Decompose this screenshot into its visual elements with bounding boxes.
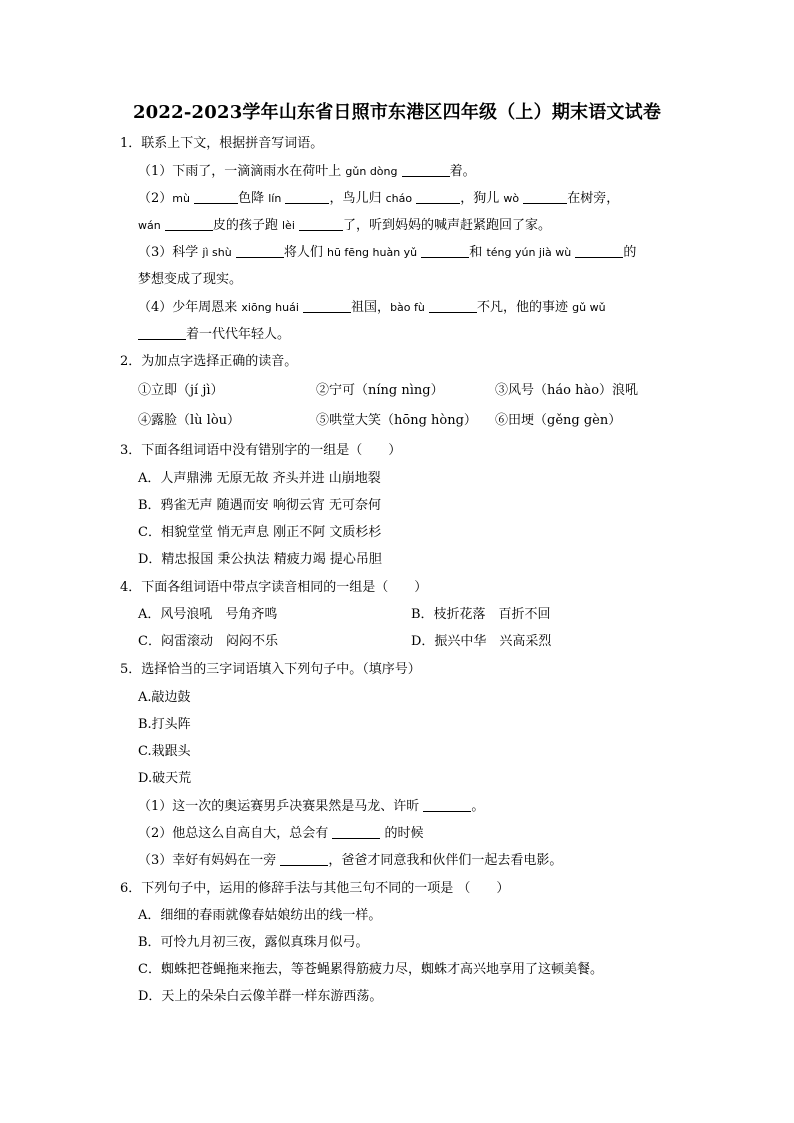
answer-blank[interactable] (236, 244, 284, 258)
q3-option-a: A．人声鼎沸 无原无故 齐头并进 山崩地裂 (138, 471, 381, 486)
pinyin: bào fù (390, 301, 425, 314)
answer-blank[interactable] (138, 326, 186, 340)
pinyin: cháo (385, 192, 413, 205)
text: 不凡，他的事迹 (477, 300, 573, 315)
answer-blank[interactable] (280, 852, 328, 866)
q2-item-4: ④露脸（lù lòu） (138, 413, 241, 428)
text: （2） (138, 191, 173, 206)
answer-blank[interactable] (575, 244, 623, 258)
answer-blank[interactable] (303, 299, 351, 313)
text: （1）这一次的奥运赛男乒决赛果然是马龙、许昕 (138, 799, 424, 814)
q3-stem: 3．下面各组词语中没有错别字的一组是（ ） (120, 443, 402, 458)
text: 在树旁， (567, 191, 620, 206)
pinyin: wán (138, 219, 161, 232)
q2-item-3: ③风号（háo hào）浪吼 (495, 383, 639, 398)
text: 的 (623, 245, 637, 260)
q2-stem: 2．为加点字选择正确的读音。 (120, 354, 298, 369)
text: 祖国， (351, 300, 391, 315)
q2-item-1: ①立即（jí jì） (138, 383, 224, 398)
q2-item-2: ②宁可（níng nìng） (316, 383, 444, 398)
answer-blank[interactable] (523, 190, 567, 204)
q4-stem: 4．下面各组词语中带点字读音相同的一组是（ ） (120, 580, 428, 595)
q3-option-c: C．相貌堂堂 悄无声息 刚正不阿 文质杉杉 (138, 525, 382, 540)
answer-blank[interactable] (285, 190, 329, 204)
text: 。 (471, 799, 485, 814)
text: 和 (469, 245, 487, 260)
q1-part3-line1 (138, 244, 636, 262)
q5-stem: 5．选择恰当的三字词语填入下列句子中。（填序号） (120, 662, 421, 677)
pinyin: wò (503, 192, 520, 205)
q6-option-a: A．细细的春雨就像春姑娘纺出的线一样。 (138, 908, 382, 923)
answer-blank[interactable] (402, 163, 450, 177)
answer-blank[interactable] (299, 217, 343, 231)
pinyin: xiōng huái (241, 301, 299, 314)
q5-choice-b: B.打头阵 (138, 717, 191, 732)
q6-option-d: D．天上的朵朵白云像羊群一样东游西荡。 (138, 989, 383, 1004)
pinyin: téng yún jià wù (486, 246, 572, 259)
q1-part2-line1 (138, 190, 619, 208)
q3-option-d: D．精忠报国 秉公执法 精疲力竭 提心吊胆 (138, 552, 382, 567)
q5-sentence-2 (138, 825, 424, 843)
q6-stem: 6．下列句子中，运用的修辞手法与其他三句不同的一项是 （ ） (120, 881, 510, 896)
text: 色降 (238, 191, 269, 206)
text: 着。 (449, 164, 476, 179)
q6-option-c: C．蜘蛛把苍蝇拖来拖去，等苍蝇累得筋疲力尽，蜘蛛才高兴地享用了这顿美餐。 (138, 962, 603, 977)
q1-part3-line2: 梦想变成了现实。 (138, 272, 243, 287)
pinyin: jì shù (202, 246, 232, 259)
q2-item-5: ⑤哄堂大笑（hōng hòng） (316, 413, 477, 428)
pinyin: hū fēng huàn yǔ (326, 246, 418, 259)
q5-choice-d: D.破天荒 (138, 771, 192, 786)
q6-option-b: B．可怜九月初三夜，露似真珠月似弓。 (138, 935, 369, 950)
q1-part2-line2 (138, 217, 551, 235)
text: （3）幸好有妈妈在一旁 (138, 853, 281, 868)
q5-choice-c: C.栽跟头 (138, 744, 191, 759)
q5-choice-a: A.敲边鼓 (138, 690, 191, 705)
text: ，爸爸才同意我和伙伴们一起去看电影。 (328, 853, 563, 868)
q4-option-c: C．闷雷滚动 闷闷不乐 (138, 634, 278, 649)
pinyin: lèi (282, 219, 295, 232)
pinyin: gǔn dòng (345, 165, 398, 178)
answer-blank[interactable] (332, 825, 380, 839)
exam-title: 2022-2023学年山东省日照市东港区四年级（上）期末语文试卷 (132, 102, 662, 123)
text: 的时候 (380, 826, 424, 841)
answer-blank[interactable] (429, 299, 477, 313)
text: ，狗儿 (460, 191, 504, 206)
pinyin: gǔ wǔ (572, 301, 606, 314)
q4-option-d: D．振兴中华 兴高采烈 (411, 634, 552, 649)
text: （2）他总这么自高自大，总会有 (138, 826, 333, 841)
q3-option-b: B．鸦雀无声 随遇而安 响彻云宵 无可奈何 (138, 498, 381, 513)
q5-sentence-3 (138, 852, 562, 870)
answer-blank[interactable] (416, 190, 460, 204)
q2-item-6: ⑥田埂（gěng gèn） (495, 413, 622, 428)
pinyin: lín (268, 192, 282, 205)
answer-blank[interactable] (423, 798, 471, 812)
answer-blank[interactable] (421, 244, 469, 258)
q1-part4-line1 (138, 299, 606, 317)
text: （1）下雨了，一滴滴雨水在荷叶上 (138, 164, 346, 179)
text: （3）科学 (138, 245, 203, 260)
q1-part1 (138, 163, 476, 181)
q1-part4-line2 (138, 326, 290, 344)
text: 将人们 (283, 245, 327, 260)
q4-option-a: A．风号浪吼 号角齐鸣 (138, 607, 278, 622)
answer-blank[interactable] (194, 190, 238, 204)
text: 着一代代年轻人。 (186, 327, 291, 342)
q5-sentence-1 (138, 798, 484, 816)
q4-option-b: B．枝折花落 百折不回 (411, 607, 551, 622)
text: 了，听到妈妈的喊声赶紧跑回了家。 (343, 218, 552, 233)
text: 皮的孩子跑 (212, 218, 282, 233)
text: （4）少年周恩来 (138, 300, 242, 315)
text: ，鸟儿归 (329, 191, 386, 206)
pinyin: mù (172, 192, 190, 205)
answer-blank[interactable] (165, 217, 213, 231)
q1-stem: 1．联系上下文，根据拼音写词语。 (120, 136, 324, 151)
